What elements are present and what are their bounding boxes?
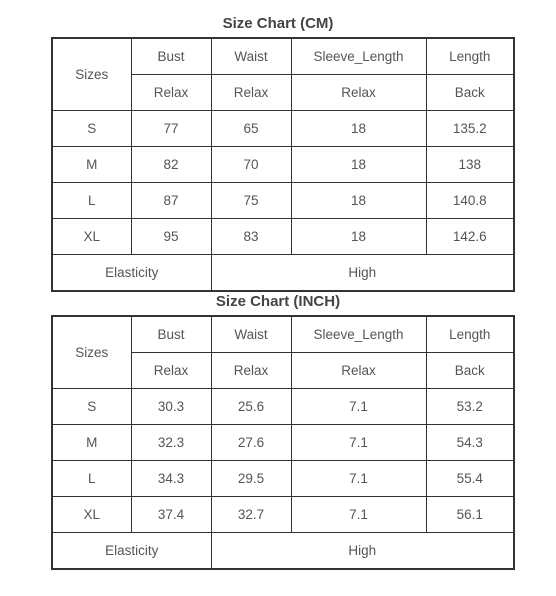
waist-header: Waist xyxy=(211,316,291,353)
elasticity-row xyxy=(52,255,514,292)
table-header-row xyxy=(52,316,514,353)
length-cell: 55.4 xyxy=(426,461,514,497)
bust-subheader: Relax xyxy=(131,353,211,389)
bust-header: Bust xyxy=(131,316,211,353)
table-row xyxy=(52,497,514,533)
waist-cell: 27.6 xyxy=(211,425,291,461)
sleeve-length-header: Sleeve_Length xyxy=(291,316,426,353)
bust-subheader: Relax xyxy=(131,75,211,111)
table-row xyxy=(52,425,514,461)
waist-cell: 29.5 xyxy=(211,461,291,497)
waist-cell: 32.7 xyxy=(211,497,291,533)
table-row xyxy=(52,147,514,183)
sleeve-length-cell: 7.1 xyxy=(291,425,426,461)
size-chart-cm-title: Size Chart (CM) xyxy=(222,15,334,32)
elasticity-label: Elasticity xyxy=(52,255,211,292)
waist-cell: 25.6 xyxy=(211,389,291,425)
size-cell: S xyxy=(52,111,131,147)
elasticity-label: Elasticity xyxy=(52,533,211,570)
bust-cell: 32.3 xyxy=(131,425,211,461)
waist-cell: 70 xyxy=(211,147,291,183)
bust-cell: 87 xyxy=(131,183,211,219)
bust-cell: 37.4 xyxy=(131,497,211,533)
length-header: Length xyxy=(426,316,514,353)
table-row xyxy=(52,183,514,219)
size-cell: XL xyxy=(52,497,131,533)
sleeve-length-cell: 18 xyxy=(291,147,426,183)
sleeve-length-cell: 7.1 xyxy=(291,461,426,497)
length-cell: 54.3 xyxy=(426,425,514,461)
sizes-header: Sizes xyxy=(52,38,131,111)
size-cell: L xyxy=(52,461,131,497)
table-row xyxy=(52,461,514,497)
size-cell: S xyxy=(52,389,131,425)
length-cell: 138 xyxy=(426,147,514,183)
length-subheader: Back xyxy=(426,353,514,389)
table-row xyxy=(52,389,514,425)
sleeve-length-subheader: Relax xyxy=(291,75,426,111)
waist-header: Waist xyxy=(211,38,291,75)
size-cell: M xyxy=(52,147,131,183)
size-cell: M xyxy=(52,425,131,461)
bust-cell: 77 xyxy=(131,111,211,147)
sizes-header: Sizes xyxy=(52,316,131,389)
size-chart-inch-title: Size Chart (INCH) xyxy=(215,293,341,310)
sleeve-length-header: Sleeve_Length xyxy=(291,38,426,75)
table-header-row xyxy=(52,38,514,75)
size-chart-inch-table xyxy=(51,315,515,570)
length-cell: 135.2 xyxy=(426,111,514,147)
waist-cell: 83 xyxy=(211,219,291,255)
bust-header: Bust xyxy=(131,38,211,75)
bust-cell: 34.3 xyxy=(131,461,211,497)
waist-cell: 65 xyxy=(211,111,291,147)
length-cell: 53.2 xyxy=(426,389,514,425)
waist-cell: 75 xyxy=(211,183,291,219)
sleeve-length-cell: 7.1 xyxy=(291,389,426,425)
size-chart-cm-table xyxy=(51,37,515,292)
bust-cell: 95 xyxy=(131,219,211,255)
table-row xyxy=(52,219,514,255)
bust-cell: 30.3 xyxy=(131,389,211,425)
length-cell: 140.8 xyxy=(426,183,514,219)
sleeve-length-cell: 18 xyxy=(291,111,426,147)
sleeve-length-cell: 18 xyxy=(291,219,426,255)
waist-subheader: Relax xyxy=(211,353,291,389)
length-cell: 142.6 xyxy=(426,219,514,255)
size-cell: XL xyxy=(52,219,131,255)
elasticity-row xyxy=(52,533,514,570)
elasticity-value: High xyxy=(211,255,514,292)
length-cell: 56.1 xyxy=(426,497,514,533)
sleeve-length-cell: 18 xyxy=(291,183,426,219)
elasticity-value: High xyxy=(211,533,514,570)
sleeve-length-subheader: Relax xyxy=(291,353,426,389)
size-cell: L xyxy=(52,183,131,219)
length-header: Length xyxy=(426,38,514,75)
sleeve-length-cell: 7.1 xyxy=(291,497,426,533)
waist-subheader: Relax xyxy=(211,75,291,111)
table-row xyxy=(52,111,514,147)
length-subheader: Back xyxy=(426,75,514,111)
bust-cell: 82 xyxy=(131,147,211,183)
